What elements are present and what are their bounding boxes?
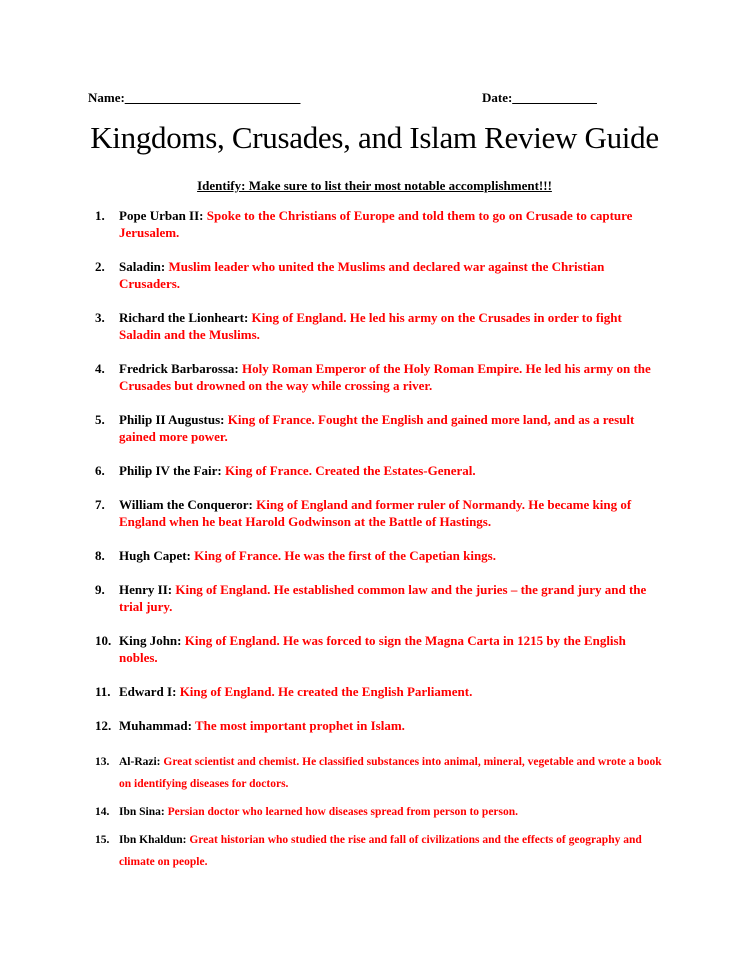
review-list	[95, 207, 665, 879]
item-term: Philip II Augustus:	[119, 412, 225, 427]
item-number: 13.	[95, 756, 110, 768]
item-answer: Great scientist and chemist. He classified substances into animal, mineral, vegetable and wrote a book on identifying diseases for doctors.	[119, 756, 662, 790]
instructions: Identify: Make sure to list their most notable accomplishment!!!	[197, 178, 552, 193]
list-item	[95, 801, 665, 823]
item-term: Ibn Sina:	[119, 806, 165, 818]
list-item	[95, 258, 665, 292]
item-answer: King of France. Fought the English and gained more land, and as a result gained more power.	[119, 412, 635, 444]
item-number: 1.	[95, 208, 105, 223]
list-item	[95, 829, 665, 873]
list-item	[95, 751, 665, 795]
item-answer: King of France. Created the Estates-General.	[224, 463, 476, 478]
item-number: 7.	[95, 497, 105, 512]
list-item	[95, 547, 665, 564]
item-term: Fredrick Barbarossa:	[119, 361, 239, 376]
item-term: Ibn Khaldun:	[119, 834, 187, 846]
item-term: Edward I:	[119, 684, 177, 699]
list-item	[95, 496, 665, 530]
item-number: 4.	[95, 361, 105, 376]
item-answer: Muslim leader who united the Muslims and declared war against the Christian Crusaders.	[119, 259, 605, 291]
item-number: 3.	[95, 310, 105, 325]
list-item	[95, 411, 665, 445]
list-item	[95, 462, 665, 479]
item-term: Pope Urban II:	[119, 208, 204, 223]
name-label: Name:	[88, 90, 125, 105]
list-item	[95, 207, 665, 241]
item-number: 14.	[95, 806, 110, 818]
item-answer: Great historian who studied the rise and fall of civilizations and the effects of geography and climate on people.	[119, 834, 642, 868]
item-answer: King of England. He created the English Parliament.	[179, 684, 473, 699]
item-term: William the Conqueror:	[119, 497, 253, 512]
item-answer: King of England. He led his army on the Crusades in order to fight Saladin and the Muslims.	[119, 310, 622, 342]
item-term: Hugh Capet:	[119, 548, 191, 563]
item-answer: The most important prophet in Islam.	[194, 718, 405, 733]
item-answer: Persian doctor who learned how diseases spread from person to person.	[167, 806, 519, 818]
list-item	[95, 632, 665, 666]
list-item	[95, 309, 665, 343]
date-blank: _____________	[512, 90, 597, 105]
date-label: Date:	[482, 90, 513, 105]
item-number: 8.	[95, 548, 105, 563]
item-answer: Spoke to the Christians of Europe and told them to go on Crusade to capture Jerusalem.	[119, 208, 633, 240]
name-blank: ___________________________	[124, 90, 301, 105]
list-item	[95, 683, 665, 700]
item-term: Richard the Lionheart:	[119, 310, 249, 325]
item-term: Philip IV the Fair:	[119, 463, 222, 478]
item-term: Al-Razi:	[119, 756, 161, 768]
item-number: 11.	[95, 684, 111, 699]
item-answer: King of England. He established common law and the juries – the grand jury and the trial jury.	[119, 582, 647, 614]
date-field	[482, 90, 597, 106]
item-number: 2.	[95, 259, 105, 274]
list-item	[95, 360, 665, 394]
item-answer: King of England and former ruler of Normandy. He became king of England when he beat Harold Godwinson at the Battle of Hastings.	[119, 497, 632, 529]
item-term: King John:	[119, 633, 182, 648]
item-answer: King of France. He was the first of the Capetian kings.	[194, 548, 496, 563]
list-item	[95, 717, 665, 734]
page-title: Kingdoms, Crusades, and Islam Review Guide	[90, 120, 659, 155]
item-number: 5.	[95, 412, 105, 427]
item-number: 15.	[95, 834, 110, 846]
item-number: 12.	[95, 718, 112, 733]
item-number: 6.	[95, 463, 105, 478]
list-item	[95, 581, 665, 615]
item-number: 9.	[95, 582, 105, 597]
item-term: Henry II:	[119, 582, 173, 597]
item-answer: Holy Roman Emperor of the Holy Roman Empire. He led his army on the Crusades but drowned on the way while crossing a river.	[119, 361, 651, 393]
item-number: 10.	[95, 633, 112, 648]
item-answer: King of England. He was forced to sign the Magna Carta in 1215 by the English nobles.	[119, 633, 626, 665]
item-term: Saladin:	[119, 259, 166, 274]
item-term: Muhammad:	[119, 718, 192, 733]
name-field	[88, 90, 300, 106]
